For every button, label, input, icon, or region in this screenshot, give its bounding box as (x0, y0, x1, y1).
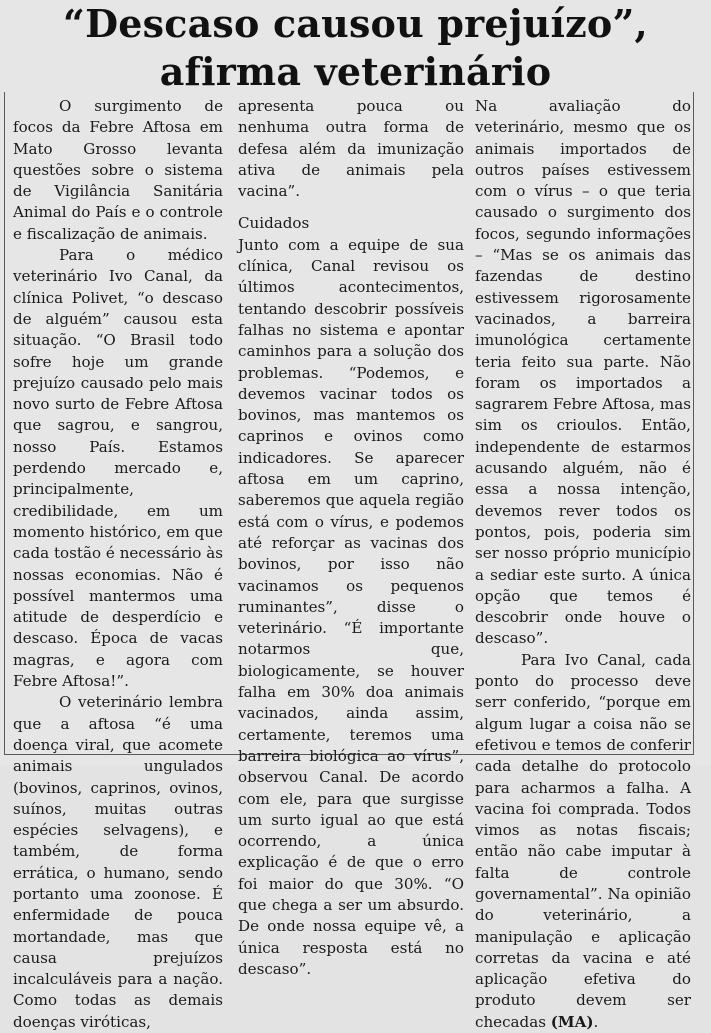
paragraph: Na avaliação do veterinário, mesmo que os animais importados de outros países estivessem com o vírus – o que teria causado o surgimento dos focos, segundo informações – “Mas se os animais das fazendas de destino estivessem rigorosamente vacinados, a barreira imunológica certamente teria feito sua parte. Não foram os importados a sagrarem Febre Aftosa, mas sim os crioulos. Então, independente de estarmos acusando alguém, não é essa a nossa intenção, devemos rever todos os pontos, pois, poderia sim ser nosso próprio município a sediar este surto. A única opção que temos é descobrir onde houve o descaso”. (475, 97, 691, 648)
headline (0, 0, 711, 96)
paragraph: apresenta pouca ou nenhuma outra forma de defesa além da imunização ativa de animais pela vacina”. (238, 97, 464, 201)
article-column-3 (475, 96, 691, 1033)
paragraph-text: Para Ivo Canal, cada ponto do processo deve serr conferido, “porque em algum lugar a coisa não se efetivou e temos de conferir cada detalhe do protocolo para acharmos a falha. A vacina foi comprada. Todos vimos as notas fiscais; então não cabe imputar à falta de controle governamental”. Na opinião do veterinário, a manipulação e aplicação corretas da vacina e até aplicação efetiva do produto devem ser checadas (475, 650, 691, 1031)
paragraph: Para o médico veterinário Ivo Canal, da clínica Polivet, “o descaso de alguém” causou esta situação. “O Brasil todo sofre hoje um grande prejuízo causado pelo mais novo surto de Febre Aftosa que sagrou, e sangrou, nosso País. Estamos perdendo mercado e, principalmente, credibilidade, em um momento histórico, em que cada tostão é necessário às nossas economias. Não é possível mantermos uma atitude de desperdício e descaso. Época de vacas magras, e agora com Febre Aftosa!”. (13, 246, 223, 691)
paragraph: O surgimento de focos da Febre Aftosa em Mato Grosso levanta questões sobre o sistema de Vigilância Sanitária Animal do País e o controle e fiscalização de animais. (13, 97, 223, 243)
headline-line-2: afirma veterinário (159, 49, 552, 94)
article-column-2 (238, 96, 464, 980)
article-column-1 (13, 96, 223, 1033)
paragraph: Para Ivo Canal, cada ponto do processo deve serr conferido, “porque em algum lugar a coisa não se efetivou e temos de conferir cada detalhe do protocolo para acharmos a falha. A vacina foi comprada. Todos vimos as notas fiscais; então não cabe imputar à falta de controle governamental”. Na opinião do veterinário, a manipulação e aplicação corretas da vacina e até aplicação efetiva do produto devem ser checadas (MA). (475, 650, 691, 1031)
section-subhead: Cuidados (238, 214, 310, 233)
paragraph: O veterinário lembra que a aftosa “é uma doença viral, que acomete animais ungulados (bovinos, caprinos, ovinos, suínos, muitas outras espécies selvagens), e também, de forma errática, o humano, sendo portanto uma zoonose. É enfermidade de pouca mortandade, mas que causa prejuízos incalculáveis para a nação. Como todas as demais doenças viróticas, (13, 693, 223, 1031)
column-frame-right (693, 92, 694, 754)
author-signature: (MA) (550, 1012, 594, 1031)
column-frame-left (4, 92, 5, 754)
headline-line-1: “Descaso causou prejuízo”, (63, 1, 648, 46)
paragraph: Junto com a equipe de sua clínica, Canal revisou os últimos acontecimentos, tentando descobrir possíveis falhas no sistema e apontar caminhos para a solução dos problemas. “Podemos, e devemos vacinar todos os bovinos, mas mantemos os caprinos e ovinos como indicadores. Se aparecer aftosa em um caprino, saberemos que aquela região está com o vírus, e podemos até reforçar as vacinas dos bovinos, por isso não vacinamos os pequenos ruminantes”, disse o veterinário. “É importante notarmos que, biologicamente, se houver falha em 30% doa animais vacinados, ainda assim, certamente, teremos uma barreira biológica ao vírus”, observou Canal. De acordo com ele, para que surgisse um surto igual ao que está ocorrendo, a única explicação é de que o erro foi maior do que 30%. “O que chega a ser um absurdo. De onde nossa equipe vê, a única resposta está no descaso”. (238, 235, 464, 978)
